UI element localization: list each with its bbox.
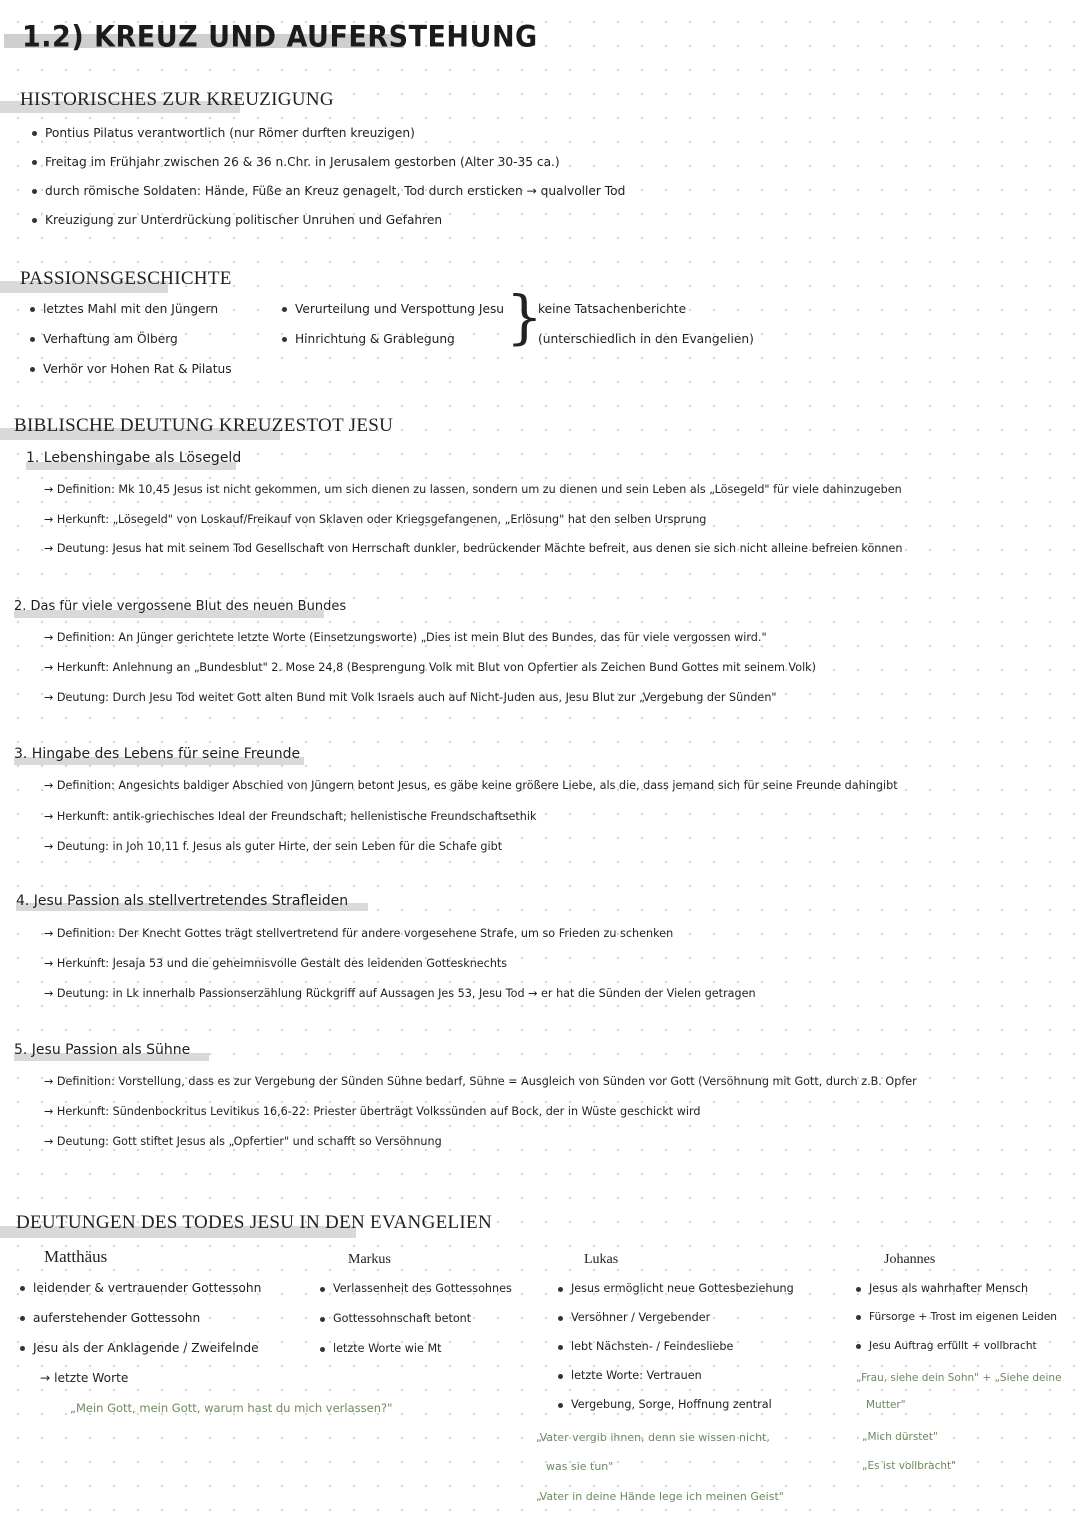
definition-line: → Definition: An Jünger gerichtete letzte Worte (Einsetzungsworte) „Dies ist mein Blut des Bundes, das für viele vergossen wird." <box>44 631 767 644</box>
deutung-line: → Deutung: in Lk innerhalb Passionserzählung Rückgriff auf Aussagen Jes 53, Jesu Tod → er hat die Sünden der Vielen getragen <box>44 987 756 1000</box>
definition-line: → Definition: Angesichts baldiger Abschied von Jüngern betont Jesus, es gäbe keine größere Liebe, als die, dass jemand sich für seine Freunde dahingibt <box>44 779 898 792</box>
heading-passion: PASSIONSGESCHICHTE <box>20 268 232 289</box>
gospel-lukas: Lukas <box>584 1252 619 1267</box>
herkunft-line: → Herkunft: „Lösegeld" von Loskauf/Freikauf von Sklaven oder Kriegsgefangenen, „Erlösung" hat den selben Ursprung <box>44 513 707 526</box>
gospel-johannes: Johannes <box>884 1252 936 1267</box>
herkunft-line: → Herkunft: Jesaja 53 und die geheimnisvolle Gestalt des leidenden Gottesknechts <box>44 957 508 970</box>
list-item: Verurteilung und Verspottung Jesu <box>282 302 504 316</box>
section-title: 1. Lebenshingabe als Lösegeld <box>26 450 242 466</box>
quote: „Mein Gott, mein Gott, warum hast du mich verlassen?" <box>70 1401 393 1415</box>
list-item: Jesu Auftrag erfüllt + vollbracht <box>856 1340 1037 1352</box>
passion-note: keine Tatsachenberichte <box>538 302 687 316</box>
list-item: durch römische Soldaten: Hände, Füße an Kreuz genagelt, Tod durch ersticken → qualvoller Tod <box>32 184 625 198</box>
page-title: 1.2) KREUZ UND AUFERSTEHUNG <box>22 20 538 55</box>
list-item: Kreuzigung zur Unterdrückung politischer Unruhen und Gefahren <box>32 213 442 227</box>
herkunft-line: → Herkunft: antik-griechisches Ideal der Freundschaft; hellenistische Freundschaftsethik <box>44 810 537 823</box>
herkunft-line: → Herkunft: Anlehnung an „Bundesblut" 2. Mose 24,8 (Besprengung Volk mit Blut von Opfertier als Zeichen Bund Gottes mit seinem Volk) <box>44 661 817 674</box>
quote: Mutter" <box>866 1399 906 1411</box>
quote: „Mich dürstet" <box>862 1431 938 1443</box>
quote: „Vater in deine Hände lege ich meinen Geist" <box>536 1490 784 1503</box>
section-title: 5. Jesu Passion als Sühne <box>14 1042 191 1058</box>
definition-line: → Definition: Der Knecht Gottes trägt stellvertretend für andere vorgesehene Strafe, um so Frieden zu schenken <box>44 927 674 940</box>
definition-line: → Definition: Mk 10,45 Jesus ist nicht gekommen, um sich dienen zu lassen, sondern um zu dienen und sein Leben als „Lösegeld" für viele dahinzugeben <box>44 483 902 496</box>
section-title: 4. Jesu Passion als stellvertretendes Strafleiden <box>16 893 349 909</box>
list-item: letzte Worte: Vertrauen <box>558 1369 702 1382</box>
section-title: 2. Das für viele vergossene Blut des neuen Bundes <box>14 599 347 614</box>
list-item: auferstehender Gottessohn <box>20 1311 200 1325</box>
definition-line: → Definition: Vorstellung, dass es zur Vergebung der Sünden Sühne bedarf, Sühne = Ausgleich von Sünden vor Gott (Versöhnung mit Gott, durch z.B. Opfer <box>44 1075 917 1088</box>
deutung-line: → Deutung: Jesus hat mit seinem Tod Gesellschaft von Herrschaft dunkler, bedrückender Mächte befreit, aus denen sie sich nicht alleine befreien können <box>44 542 903 555</box>
quote: „Es ist vollbracht" <box>862 1460 956 1472</box>
list-item: Versöhner / Vergebender <box>558 1311 710 1324</box>
heading-biblical: BIBLISCHE DEUTUNG KREUZESTOT JESU <box>14 415 394 436</box>
list-item: Gottessohnschaft betont <box>320 1312 471 1325</box>
brace-icon: } <box>506 283 543 351</box>
deutung-line: → Deutung: in Joh 10,11 f. Jesus als guter Hirte, der sein Leben für die Schafe gibt <box>44 840 503 853</box>
list-item: leidender & vertrauender Gottessohn <box>20 1281 261 1295</box>
gospel-matthaeus: Matthäus <box>44 1247 108 1266</box>
list-item: lebt Nächsten- / Feindesliebe <box>558 1340 733 1353</box>
list-item: Jesus als wahrhafter Mensch <box>856 1282 1028 1295</box>
herkunft-line: → Herkunft: Sündenbockritus Levitikus 16,6-22: Priester überträgt Volkssünden auf Bock, der in Wüste geschickt wird <box>44 1105 701 1118</box>
quote: „Frau, siehe dein Sohn" + „Siehe deine <box>856 1372 1062 1384</box>
passion-note: (unterschiedlich in den Evangelien) <box>538 332 754 346</box>
gospel-markus: Markus <box>348 1252 391 1267</box>
list-item: Fürsorge + Trost im eigenen Leiden <box>856 1311 1057 1323</box>
quote: „Vater vergib ihnen, denn sie wissen nicht, <box>536 1431 770 1444</box>
list-item: Vergebung, Sorge, Hoffnung zentral <box>558 1398 772 1411</box>
deutung-line: → Deutung: Gott stiftet Jesus als „Opfertier" und schafft so Versöhnung <box>44 1135 442 1148</box>
list-item: Verhaftung am Ölberg <box>30 332 178 346</box>
list-item: Jesu als der Anklagende / Zweifelnde <box>20 1341 259 1355</box>
heading-historical: HISTORISCHES ZUR KREUZIGUNG <box>20 89 334 110</box>
list-item: Hinrichtung & Grablegung <box>282 332 455 346</box>
quote: was sie tun" <box>546 1460 614 1473</box>
heading-gospels: DEUTUNGEN DES TODES JESU IN DEN EVANGELIEN <box>16 1212 492 1233</box>
list-item: Jesus ermöglicht neue Gottesbeziehung <box>558 1282 794 1295</box>
section-title: 3. Hingabe des Lebens für seine Freunde <box>14 746 301 762</box>
list-item: → letzte Worte <box>40 1371 129 1385</box>
list-item: letztes Mahl mit den Jüngern <box>30 302 218 316</box>
list-item: Verlassenheit des Gottessohnes <box>320 1282 512 1295</box>
list-item: Pontius Pilatus verantwortlich (nur Römer durften kreuzigen) <box>32 126 415 140</box>
list-item: Freitag im Frühjahr zwischen 26 & 36 n.Chr. in Jerusalem gestorben (Alter 30-35 ca.) <box>32 155 560 169</box>
list-item: Verhör vor Hohen Rat & Pilatus <box>30 362 232 376</box>
deutung-line: → Deutung: Durch Jesu Tod weitet Gott alten Bund mit Volk Israels auch auf Nicht-Juden aus, Jesu Blut zur „Vergebung der Sünden" <box>44 691 777 704</box>
list-item: letzte Worte wie Mt <box>320 1342 442 1355</box>
